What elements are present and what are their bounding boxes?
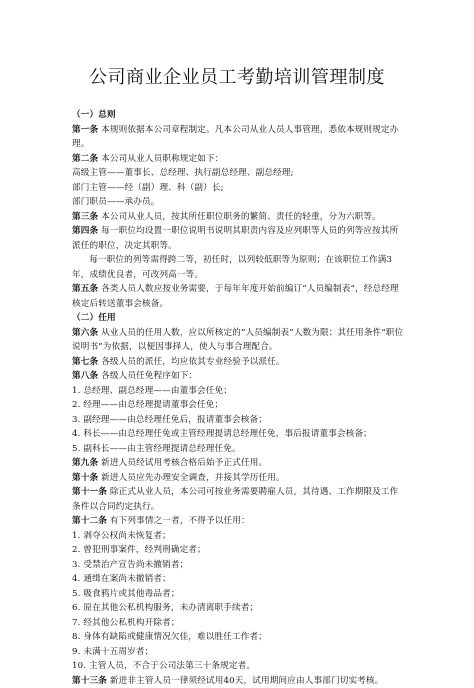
list-item — [72, 587, 404, 602]
paragraph-text: 2. 经理——由总经理提请董事会任免； — [72, 400, 223, 410]
list-item — [72, 181, 404, 196]
article-number: 第九条 — [72, 458, 98, 468]
paragraph-text: 各类人员人数应按业务需要，于每年年度开始前编订“人员编制表”，经总经理核定后转送董事会核备。 — [72, 284, 399, 309]
article-paragraph — [72, 224, 404, 253]
paragraph-text: 高级主管——董事长、总经理、执行副总经理、副总经理; — [72, 168, 294, 178]
article-paragraph — [72, 369, 404, 384]
article-paragraph — [72, 485, 404, 514]
paragraph-text: 8. 身体有缺陷或健康情况欠佳，难以胜任工作者； — [72, 632, 267, 642]
paragraph-text: 新进非主管人员一律须经试用40天，试用期间应由人事部门切实考核。 — [107, 676, 383, 686]
paragraph-text: 5. 副科长——由主管经理提请总经理任免。 — [72, 444, 241, 454]
paragraph-text: 本公司从业人员职称规定如下： — [98, 154, 223, 164]
section-heading: （二）任用 — [72, 311, 404, 326]
list-item — [72, 427, 404, 442]
list-item — [72, 398, 404, 413]
list-item — [72, 442, 404, 457]
paragraph-text: 有下列事情之一者，不得予以任用： — [107, 516, 250, 526]
paragraph-text: 4. 科长——由总经理任免或主管经理提请总经理任免，事后报请董事会核备； — [72, 429, 372, 439]
list-item — [72, 645, 404, 660]
paragraph-text: 新进人员经试用考核合格后始予正式任用。 — [98, 458, 267, 468]
paragraph-text: 从业人员的任用人数，应以所核定的“人员编制表”人数为限；其任用条件“职位说明书”为依据，以便因事择人，使人与事合理配合。 — [72, 328, 403, 353]
paragraph-text: 6. 原在其他公私机构服务，未办清离职手续者； — [72, 603, 258, 613]
paragraph-text: 3. 受禁治产宣告尚未撤销者； — [72, 560, 188, 570]
paragraph-text: 除正式从业人员，本公司可按业务需要聘雇人员，其待遇、工作期限及工作条件以合同约定执行。 — [72, 487, 398, 512]
list-item — [72, 543, 404, 558]
paragraph-text: 9. 未满十五周岁者； — [72, 647, 153, 657]
article-paragraph — [72, 326, 404, 355]
paragraph-text: 各级人员的派任，均应依其专业经验予以派任。 — [98, 357, 285, 367]
article-paragraph — [72, 282, 404, 311]
article-paragraph — [72, 456, 404, 471]
article-paragraph — [72, 514, 404, 529]
list-item — [72, 616, 404, 631]
article-paragraph — [72, 355, 404, 370]
article-number: 第十一条 — [72, 487, 107, 497]
paragraph-text: 部门职员——承办员。 — [72, 197, 159, 207]
article-number: 第二条 — [72, 154, 98, 164]
article-paragraph — [72, 210, 404, 225]
article-number: 第十三条 — [72, 676, 107, 686]
list-item — [72, 166, 404, 181]
paragraph-text: 部门主管——经（副）理、科（副）长; — [72, 183, 224, 193]
article-number: 第三条 — [72, 212, 98, 222]
paragraph-text: 5. 吸食鸦片或其他毒品者； — [72, 589, 180, 599]
article-paragraph — [72, 152, 404, 167]
article-number: 第八条 — [72, 371, 98, 381]
article-number: 第十条 — [72, 473, 98, 483]
article-number: 第七条 — [72, 357, 98, 367]
list-item — [72, 558, 404, 573]
list-item — [72, 601, 404, 616]
paragraph-text: 新进人员应先办理安全调查，并接其学历任用。 — [98, 473, 285, 483]
article-number: 第六条 — [72, 328, 98, 338]
list-item — [72, 384, 404, 399]
paragraph-text: 1. 剥夺公权尚未恢复者； — [72, 531, 171, 541]
paragraph-text: 4. 通缉在案尚未撤销者； — [72, 574, 171, 584]
article-number: 第一条 — [72, 125, 98, 135]
paragraph-text: 7. 经其他公私机构开除者； — [72, 618, 180, 628]
paragraph-text: 每一职位均设置一职位说明书说明其职责内容及应列职等人员的列等应按其所派任的职位，决定其职等。 — [72, 226, 398, 251]
list-item — [72, 572, 404, 587]
paragraph-text: 1. 总经理、副总经理——由董事会任免； — [72, 386, 232, 396]
list-item — [72, 659, 404, 674]
paragraph-text: 10. 主管人员，不合于公司法第三十条规定者。 — [72, 661, 255, 671]
article-number: 第十二条 — [72, 516, 107, 526]
article-number: 第五条 — [72, 284, 98, 294]
article-number: 第四条 — [72, 226, 98, 236]
paragraph-text: 2. 曾犯刑事案件，经判刑确定者； — [72, 545, 206, 555]
article-paragraph — [72, 674, 404, 688]
paragraph-text: 本规则依据本公司章程制定。凡本公司从业人员人事管理，悉依本规则规定办理。 — [72, 125, 398, 150]
list-item — [72, 529, 404, 544]
paragraph-text: 3. 副经理——由总经理任免后，报请董事会核备； — [72, 415, 267, 425]
paragraph-text: 每一职位的列等需得跨二等，初任时，以列较低职等为原则；在该职位工作满3年，成绩优良者，可改列高一等。 — [72, 255, 392, 280]
paragraph-text: 各级人员任免程序如下： — [98, 371, 197, 381]
list-item — [72, 413, 404, 428]
list-item — [72, 253, 404, 282]
section-heading: （一）总则 — [72, 108, 404, 123]
list-item — [72, 195, 404, 210]
paragraph-text: 本公司从业人员，按其所任职位职务的繁简、责任的轻重，分为六职等。 — [98, 212, 381, 222]
article-paragraph — [72, 471, 404, 486]
list-item — [72, 630, 404, 645]
document-body — [72, 108, 404, 688]
article-paragraph — [72, 123, 404, 152]
page-title: 公司商业企业员工考勤培训管理制度 — [0, 66, 474, 90]
